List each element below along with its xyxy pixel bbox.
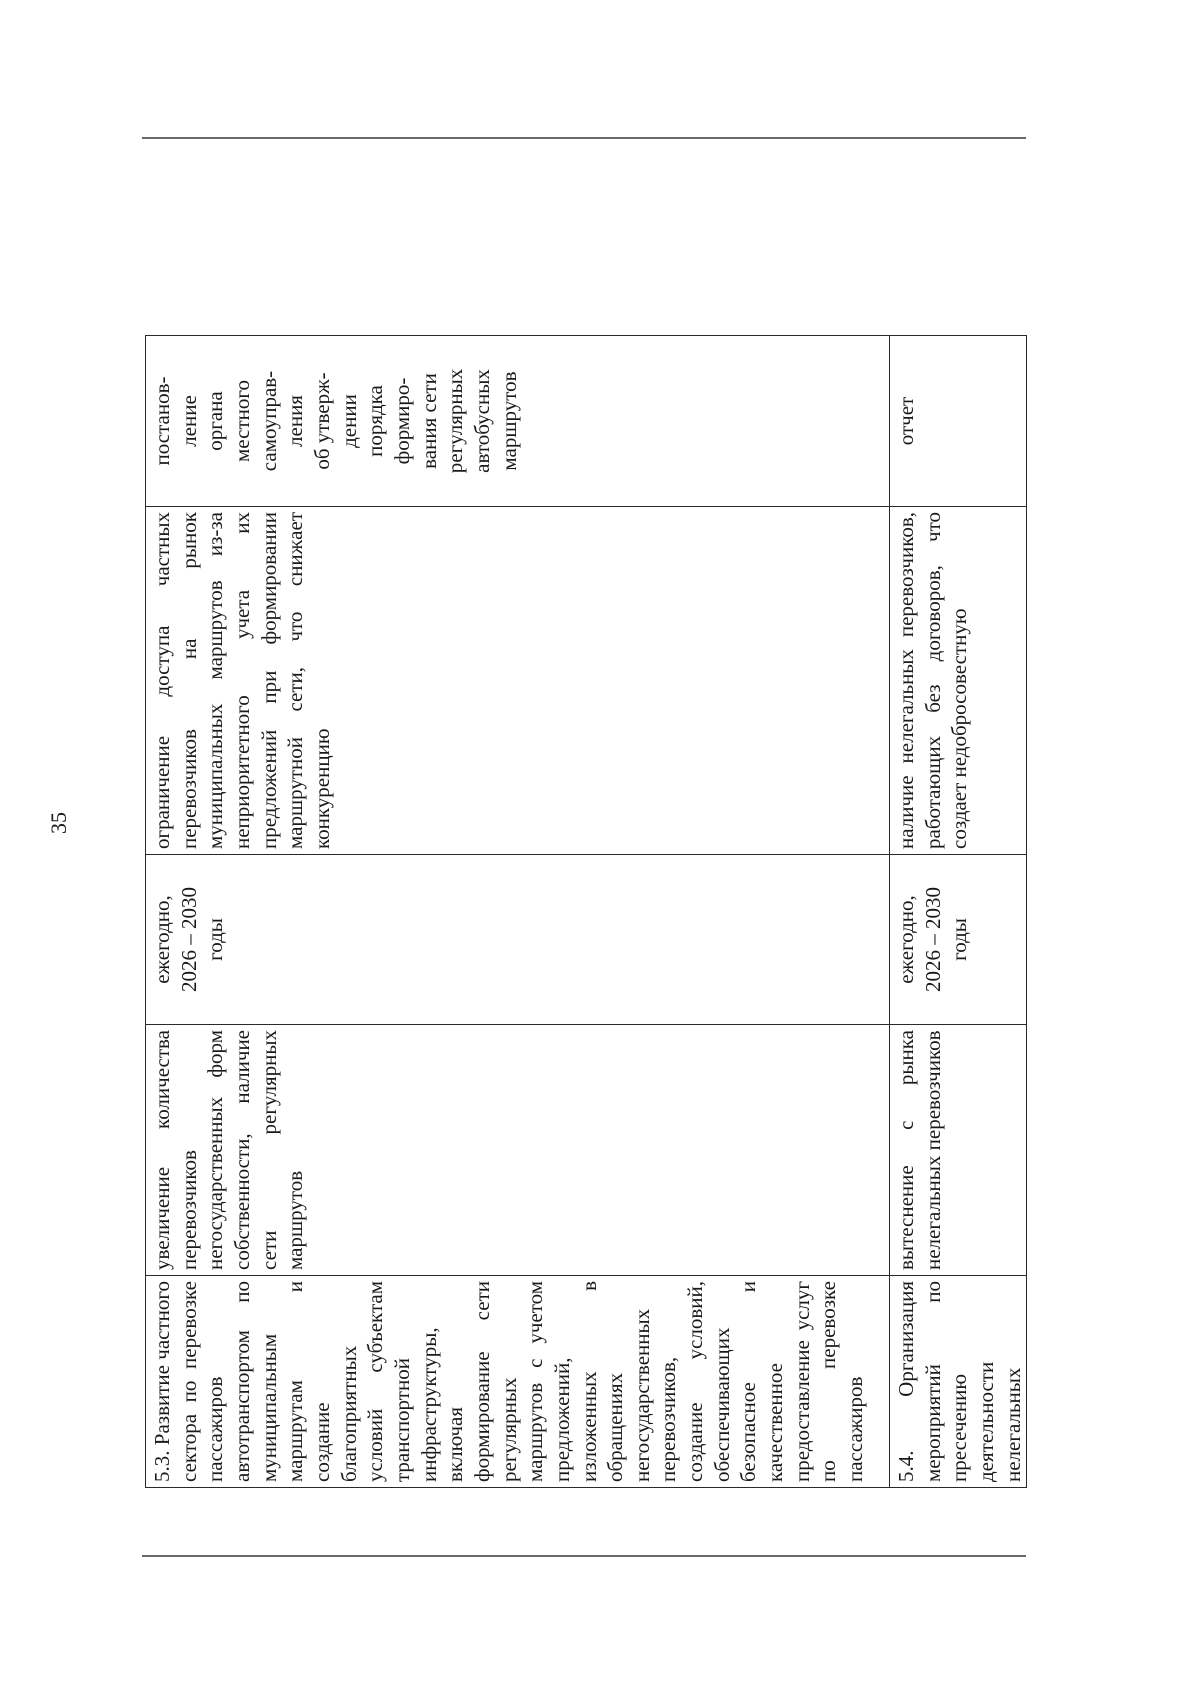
document-text: отчет [894, 396, 918, 446]
document-cell [890, 336, 1027, 507]
term-text: ежегодно, 2026 – 2030 годы [150, 887, 228, 992]
table-row [146, 336, 890, 1488]
measure-cell [146, 1276, 890, 1488]
problem-text: ограничение доступа частных перевозчиков на рынок муниципальных маршрутов из-за неприоритетного учета их предложений при формировании маршрутной сети, что снижает конкуренцию [150, 512, 334, 849]
rotated-table-frame [145, 336, 1025, 1488]
problem-cell [146, 507, 890, 855]
term-text: ежегодно, 2026 – 2030 годы [894, 887, 972, 992]
measure-text: 5.3. Развитие частного сектора по перевозке пассажиров автотранспортом по муниципальным маршрутам и создание благоприятных условий субъектам транспортной инфраструктуры, включая формирование сети регулярных маршрутов с учетом предложений, изложенных в обращениях негосударственных перевозчиков, создание условий, обеспечивающих безопасное и качественное предоставление услуг по перевозке пассажиров [150, 1281, 868, 1482]
measure-cell [890, 1276, 1027, 1488]
table-row [890, 336, 1027, 1488]
bottom-rule [142, 1555, 1026, 1557]
term-cell [146, 855, 890, 1025]
result-cell [146, 1025, 890, 1276]
document-text: постанов- ление органа местного самоуправ- ления об утверж- дении порядка формиро- вания сети регулярных автобусных маршрутов [150, 368, 521, 474]
measures-table [145, 335, 1027, 1488]
result-text: увеличение количества перевозчиков негосударственных форм собственности, наличие сети регулярных маршрутов [150, 1030, 308, 1270]
result-cell [890, 1025, 1027, 1276]
document-cell [146, 336, 890, 507]
problem-cell [890, 507, 1027, 855]
page-number: 35 [46, 812, 71, 834]
problem-text: наличие нелегальных перевозчиков, работающих без договоров, что создает недобросовестную [894, 512, 972, 849]
top-rule [142, 137, 1026, 139]
table-area [145, 336, 1025, 1488]
measure-text: 5.4. Организация мероприятий по пресечению деятельности нелегальных [894, 1281, 1025, 1482]
result-text: вытеснение с рынка нелегальных перевозчиков [894, 1030, 945, 1270]
term-cell [890, 855, 1027, 1025]
